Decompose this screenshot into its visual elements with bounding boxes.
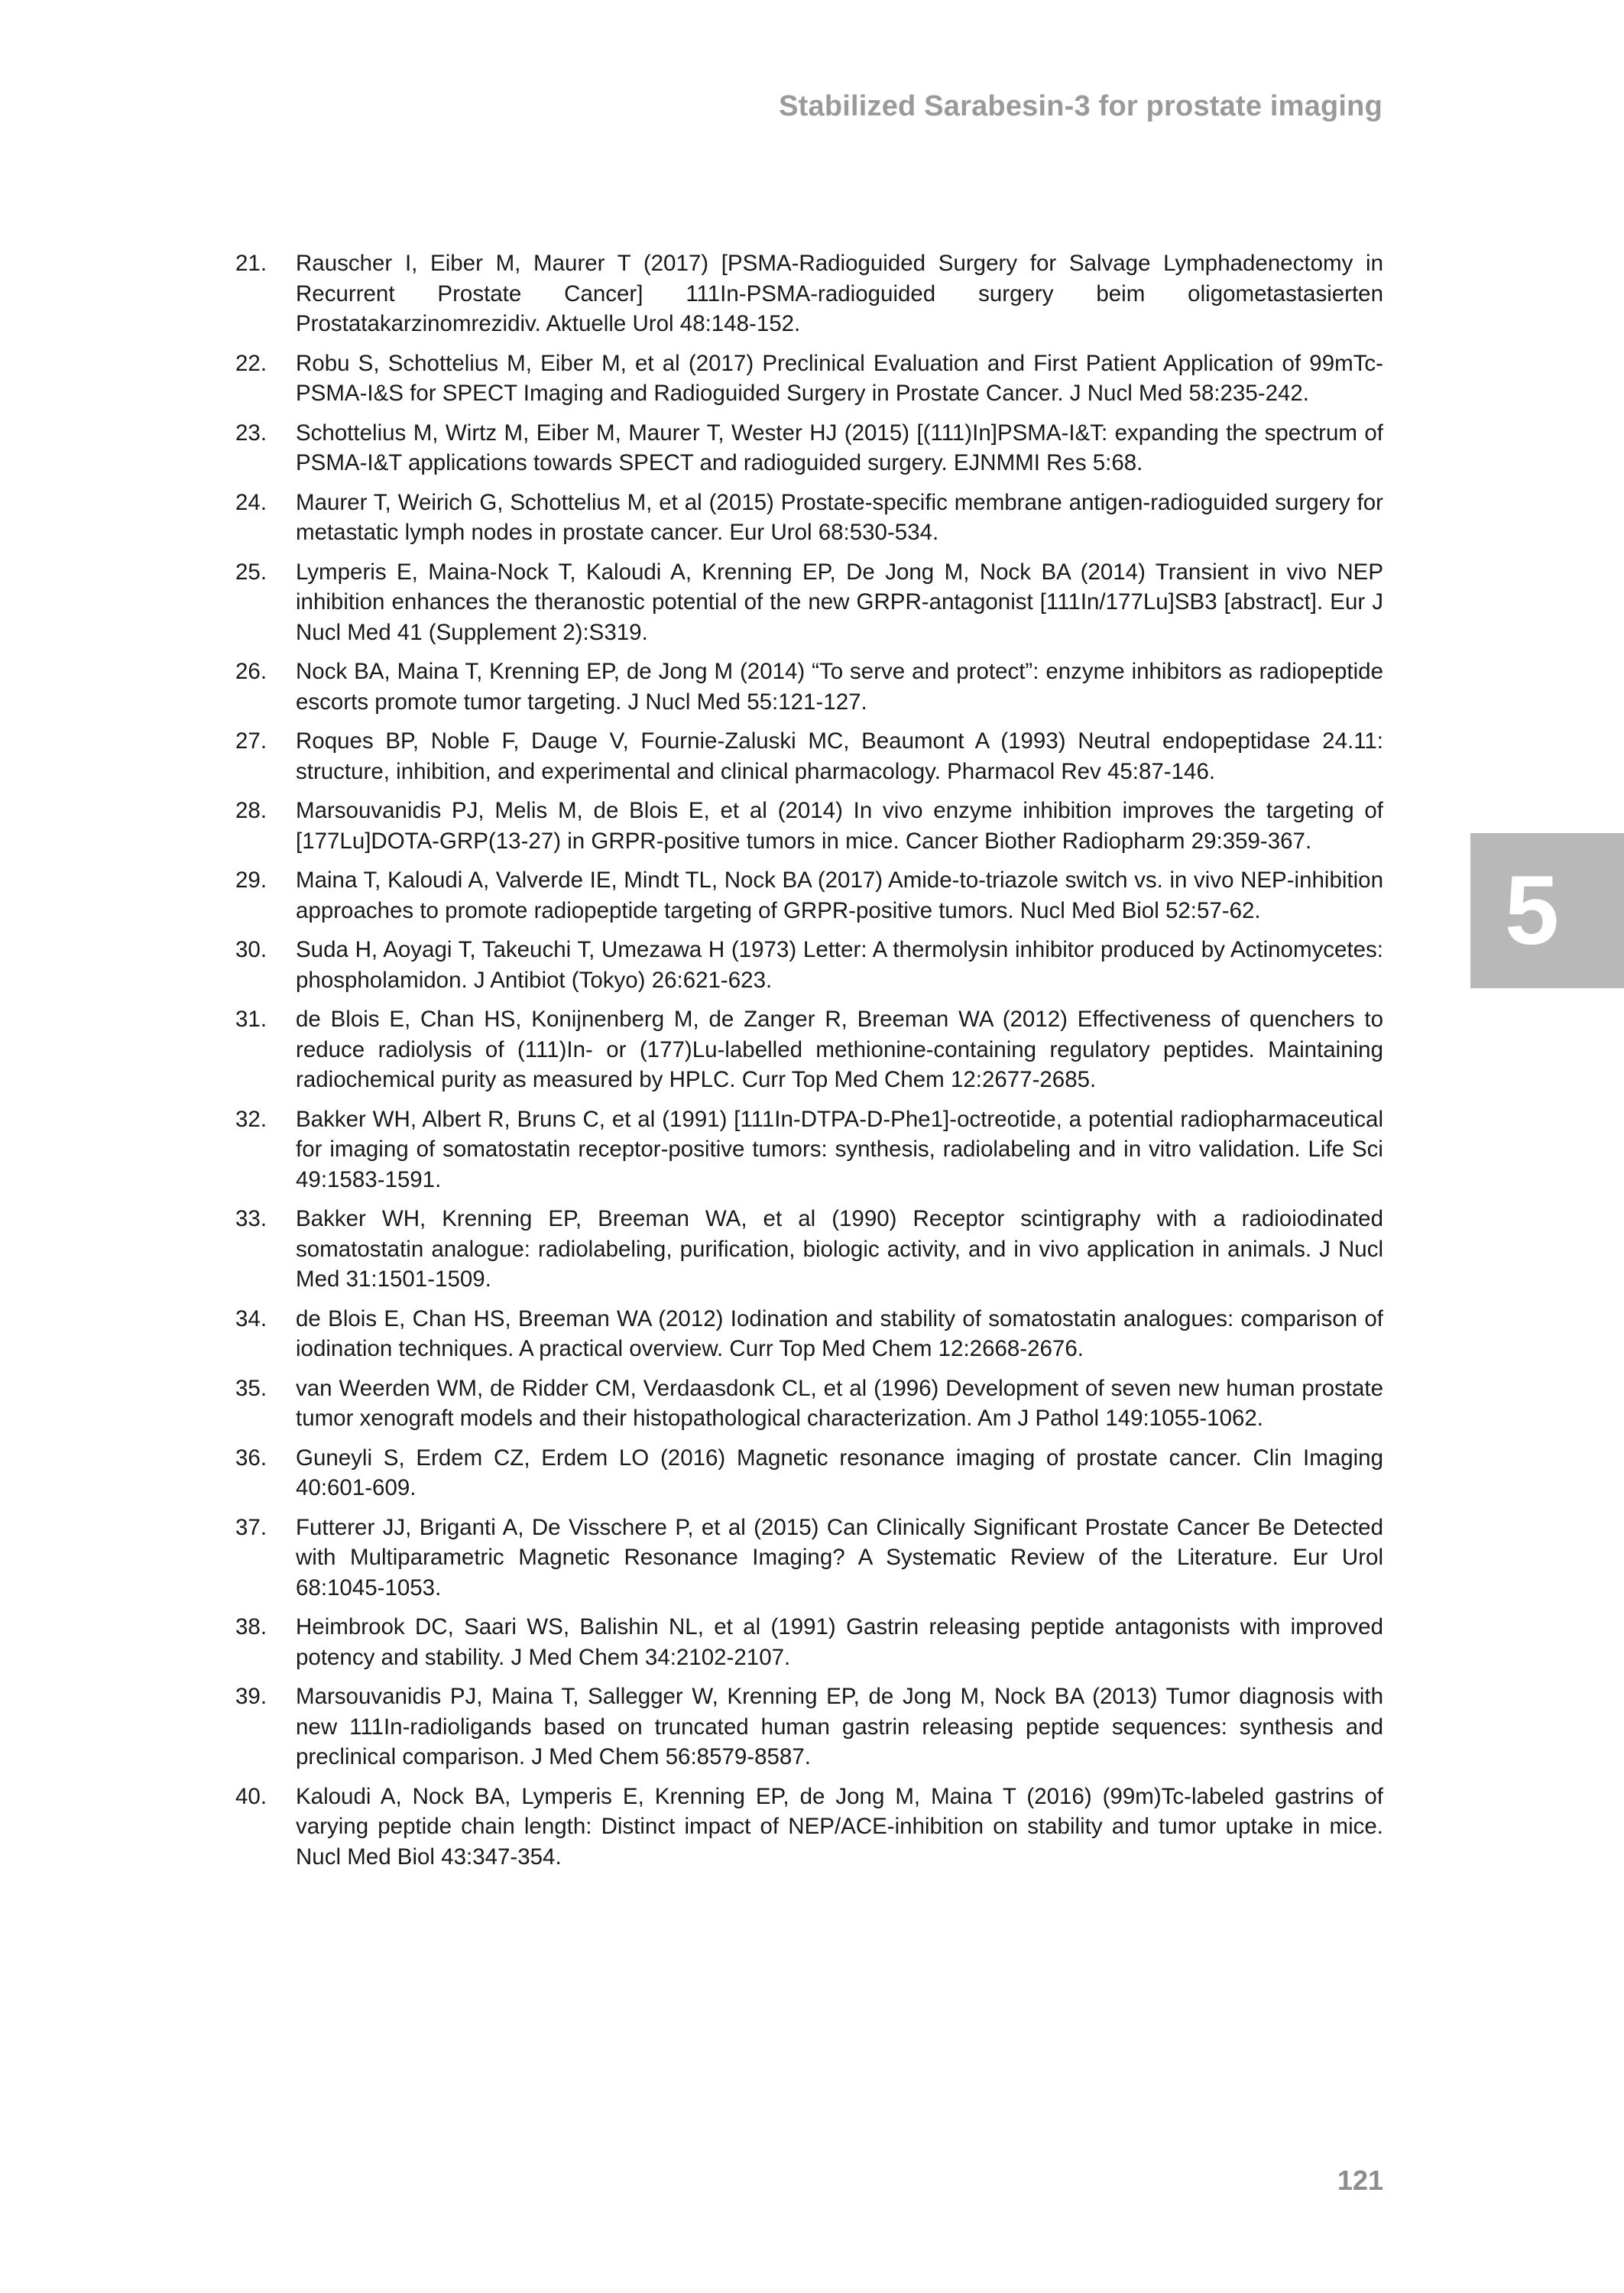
reference-number: 33. bbox=[235, 1206, 267, 1231]
reference-item bbox=[235, 1304, 1383, 1364]
reference-number: 29. bbox=[235, 868, 267, 893]
reference-number: 25. bbox=[235, 559, 267, 585]
reference-number: 26. bbox=[235, 659, 267, 684]
reference-text: Guneyli S, Erdem CZ, Erdem LO (2016) Magnetic resonance imaging of prostate cancer. Clin Imaging 40:601-609. bbox=[296, 1445, 1383, 1500]
reference-number: 35. bbox=[235, 1375, 267, 1401]
reference-text: Bakker WH, Krenning EP, Breeman WA, et al (1990) Receptor scintigraphy with a radioiodinated somatostatin analogue: radiolabeling, purification, biologic activity, and in vivo application in animals. J Nucl Med 31:1501-1509. bbox=[296, 1206, 1383, 1292]
reference-text: Nock BA, Maina T, Krenning EP, de Jong M (2014) “To serve and protect”: enzyme inhibitors as radiopeptide escorts promote tumor targeting. J Nucl Med 55:121-127. bbox=[296, 659, 1383, 715]
reference-item bbox=[235, 248, 1383, 339]
reference-text: Rauscher I, Eiber M, Maurer T (2017) [PSMA-Radioguided Surgery for Salvage Lymphadenectomy in Recurrent Prostate Cancer] 111In-PSMA-radioguided surgery beim oligometastasierten Prostatakarzinomrezidiv. Aktuelle Urol 48:148-152. bbox=[296, 251, 1383, 336]
reference-item bbox=[235, 726, 1383, 786]
reference-item bbox=[235, 1612, 1383, 1672]
chapter-tab bbox=[1470, 833, 1624, 988]
reference-item bbox=[235, 1513, 1383, 1604]
reference-item bbox=[235, 1443, 1383, 1503]
reference-number: 34. bbox=[235, 1305, 267, 1331]
reference-text: de Blois E, Chan HS, Breeman WA (2012) Iodination and stability of somatostatin analogues: comparison of iodination techniques. A practical overview. Curr Top Med Chem 12:2668-2676. bbox=[296, 1305, 1383, 1361]
reference-text: Roques BP, Noble F, Dauge V, Fournie-Zaluski MC, Beaumont A (1993) Neutral endopeptidase 24.11: structure, inhibition, and experimental and clinical pharmacology. Pharmacol Rev 45:87-146. bbox=[296, 728, 1383, 784]
reference-item bbox=[235, 865, 1383, 926]
chapter-number: 5 bbox=[1504, 855, 1560, 965]
reference-item bbox=[235, 1104, 1383, 1195]
reference-item bbox=[235, 1004, 1383, 1095]
reference-text: Maurer T, Weirich G, Schottelius M, et al (2015) Prostate-specific membrane antigen-radioguided surgery for metastatic lymph nodes in prostate cancer. Eur Urol 68:530-534. bbox=[296, 489, 1383, 545]
reference-item bbox=[235, 796, 1383, 856]
running-header-title: Stabilized Sarabesin-3 for prostate imaging bbox=[779, 90, 1383, 122]
reference-item bbox=[235, 657, 1383, 717]
reference-text: Futterer JJ, Briganti A, De Visschere P, et al (2015) Can Clinically Significant Prostate Cancer Be Detected with Multiparametric Magnetic Resonance Imaging? A Systematic Review of the Literature. Eur Urol 68:1045-1053. bbox=[296, 1514, 1383, 1601]
reference-text: de Blois E, Chan HS, Konijnenberg M, de Zanger R, Breeman WA (2012) Effectiveness of quenchers to reduce radiolysis of (111)In- or (177)Lu-labelled methionine-containing regulatory peptides. Maintaining radiochemical purity as measured by HPLC. Curr Top Med Chem 12:2677-2685. bbox=[296, 1007, 1383, 1092]
reference-item bbox=[235, 1682, 1383, 1772]
reference-number: 21. bbox=[235, 251, 267, 276]
reference-text: Marsouvanidis PJ, Maina T, Sallegger W, Krenning EP, de Jong M, Nock BA (2013) Tumor diagnosis with new 111In-radioligands based on truncated human gastrin releasing peptide sequences: synthesis and preclinical comparison. J Med Chem 56:8579-8587. bbox=[296, 1684, 1383, 1769]
reference-text: Schottelius M, Wirtz M, Eiber M, Maurer T, Wester HJ (2015) [(111)In]PSMA-I&T: expanding the spectrum of PSMA-I&T applications towards SPECT and radioguided surgery. EJNMMI Res 5:68. bbox=[296, 420, 1383, 475]
page-number: 121 bbox=[1337, 2165, 1383, 2196]
reference-number: 30. bbox=[235, 937, 267, 962]
reference-text: Heimbrook DC, Saari WS, Balishin NL, et al (1991) Gastrin releasing peptide antagonists with improved potency and stability. J Med Chem 34:2102-2107. bbox=[296, 1614, 1383, 1670]
reference-item bbox=[235, 349, 1383, 409]
reference-text: Kaloudi A, Nock BA, Lymperis E, Krenning EP, de Jong M, Maina T (2016) (99m)Tc-labeled gastrins of varying peptide chain length: Distinct impact of NEP/ACE-inhibition on stability and tumor uptake in mice. Nucl Med Biol 43:347-354. bbox=[296, 1783, 1383, 1870]
reference-number: 40. bbox=[235, 1783, 267, 1809]
reference-number: 32. bbox=[235, 1106, 267, 1132]
reference-number: 38. bbox=[235, 1614, 267, 1639]
reference-number: 27. bbox=[235, 728, 267, 754]
reference-number: 22. bbox=[235, 350, 267, 376]
reference-item bbox=[235, 935, 1383, 995]
reference-number: 28. bbox=[235, 798, 267, 823]
reference-text: van Weerden WM, de Ridder CM, Verdaasdonk CL, et al (1996) Development of seven new human prostate tumor xenograft models and their histopathological characterization. Am J Pathol 149:1055-1062. bbox=[296, 1375, 1383, 1431]
reference-list bbox=[235, 248, 1383, 1881]
reference-number: 37. bbox=[235, 1514, 267, 1540]
reference-text: Marsouvanidis PJ, Melis M, de Blois E, et al (2014) In vivo enzyme inhibition improves the targeting of [177Lu]DOTA-GRP(13-27) in GRPR-positive tumors in mice. Cancer Biother Radiopharm 29:359-367. bbox=[296, 798, 1383, 854]
reference-item bbox=[235, 418, 1383, 478]
reference-item bbox=[235, 557, 1383, 648]
reference-number: 24. bbox=[235, 489, 267, 515]
reference-item bbox=[235, 488, 1383, 548]
reference-item bbox=[235, 1782, 1383, 1873]
reference-text: Lymperis E, Maina-Nock T, Kaloudi A, Krenning EP, De Jong M, Nock BA (2014) Transient in vivo NEP inhibition enhances the theranostic potential of the new GRPR-antagonist [111In/177Lu]SB3 [abstract]. Eur J Nucl Med 41 (Supplement 2):S319. bbox=[296, 559, 1383, 645]
reference-number: 23. bbox=[235, 420, 267, 446]
reference-text: Robu S, Schottelius M, Eiber M, et al (2017) Preclinical Evaluation and First Patient Application of 99mTc-PSMA-I&S for SPECT Imaging and Radioguided Surgery in Prostate Cancer. J Nucl Med 58:235-242. bbox=[296, 350, 1383, 406]
reference-number: 39. bbox=[235, 1684, 267, 1709]
reference-text: Maina T, Kaloudi A, Valverde IE, Mindt TL, Nock BA (2017) Amide-to-triazole switch vs. in vivo NEP-inhibition approaches to promote radiopeptide targeting of GRPR-positive tumors. Nucl Med Biol 52:57-62. bbox=[296, 868, 1383, 923]
reference-text: Bakker WH, Albert R, Bruns C, et al (1991) [111In-DTPA-D-Phe1]-octreotide, a potential radiopharmaceutical for imaging of somatostatin receptor-positive tumors: synthesis, radiolabeling and in vitro validation. Life Sci 49:1583-1591. bbox=[296, 1106, 1383, 1192]
reference-item bbox=[235, 1204, 1383, 1295]
reference-number: 31. bbox=[235, 1007, 267, 1032]
reference-number: 36. bbox=[235, 1445, 267, 1471]
reference-text: Suda H, Aoyagi T, Takeuchi T, Umezawa H (1973) Letter: A thermolysin inhibitor produced by Actinomycetes: phospholamidon. J Antibiot (Tokyo) 26:621-623. bbox=[296, 937, 1383, 993]
reference-item bbox=[235, 1374, 1383, 1434]
